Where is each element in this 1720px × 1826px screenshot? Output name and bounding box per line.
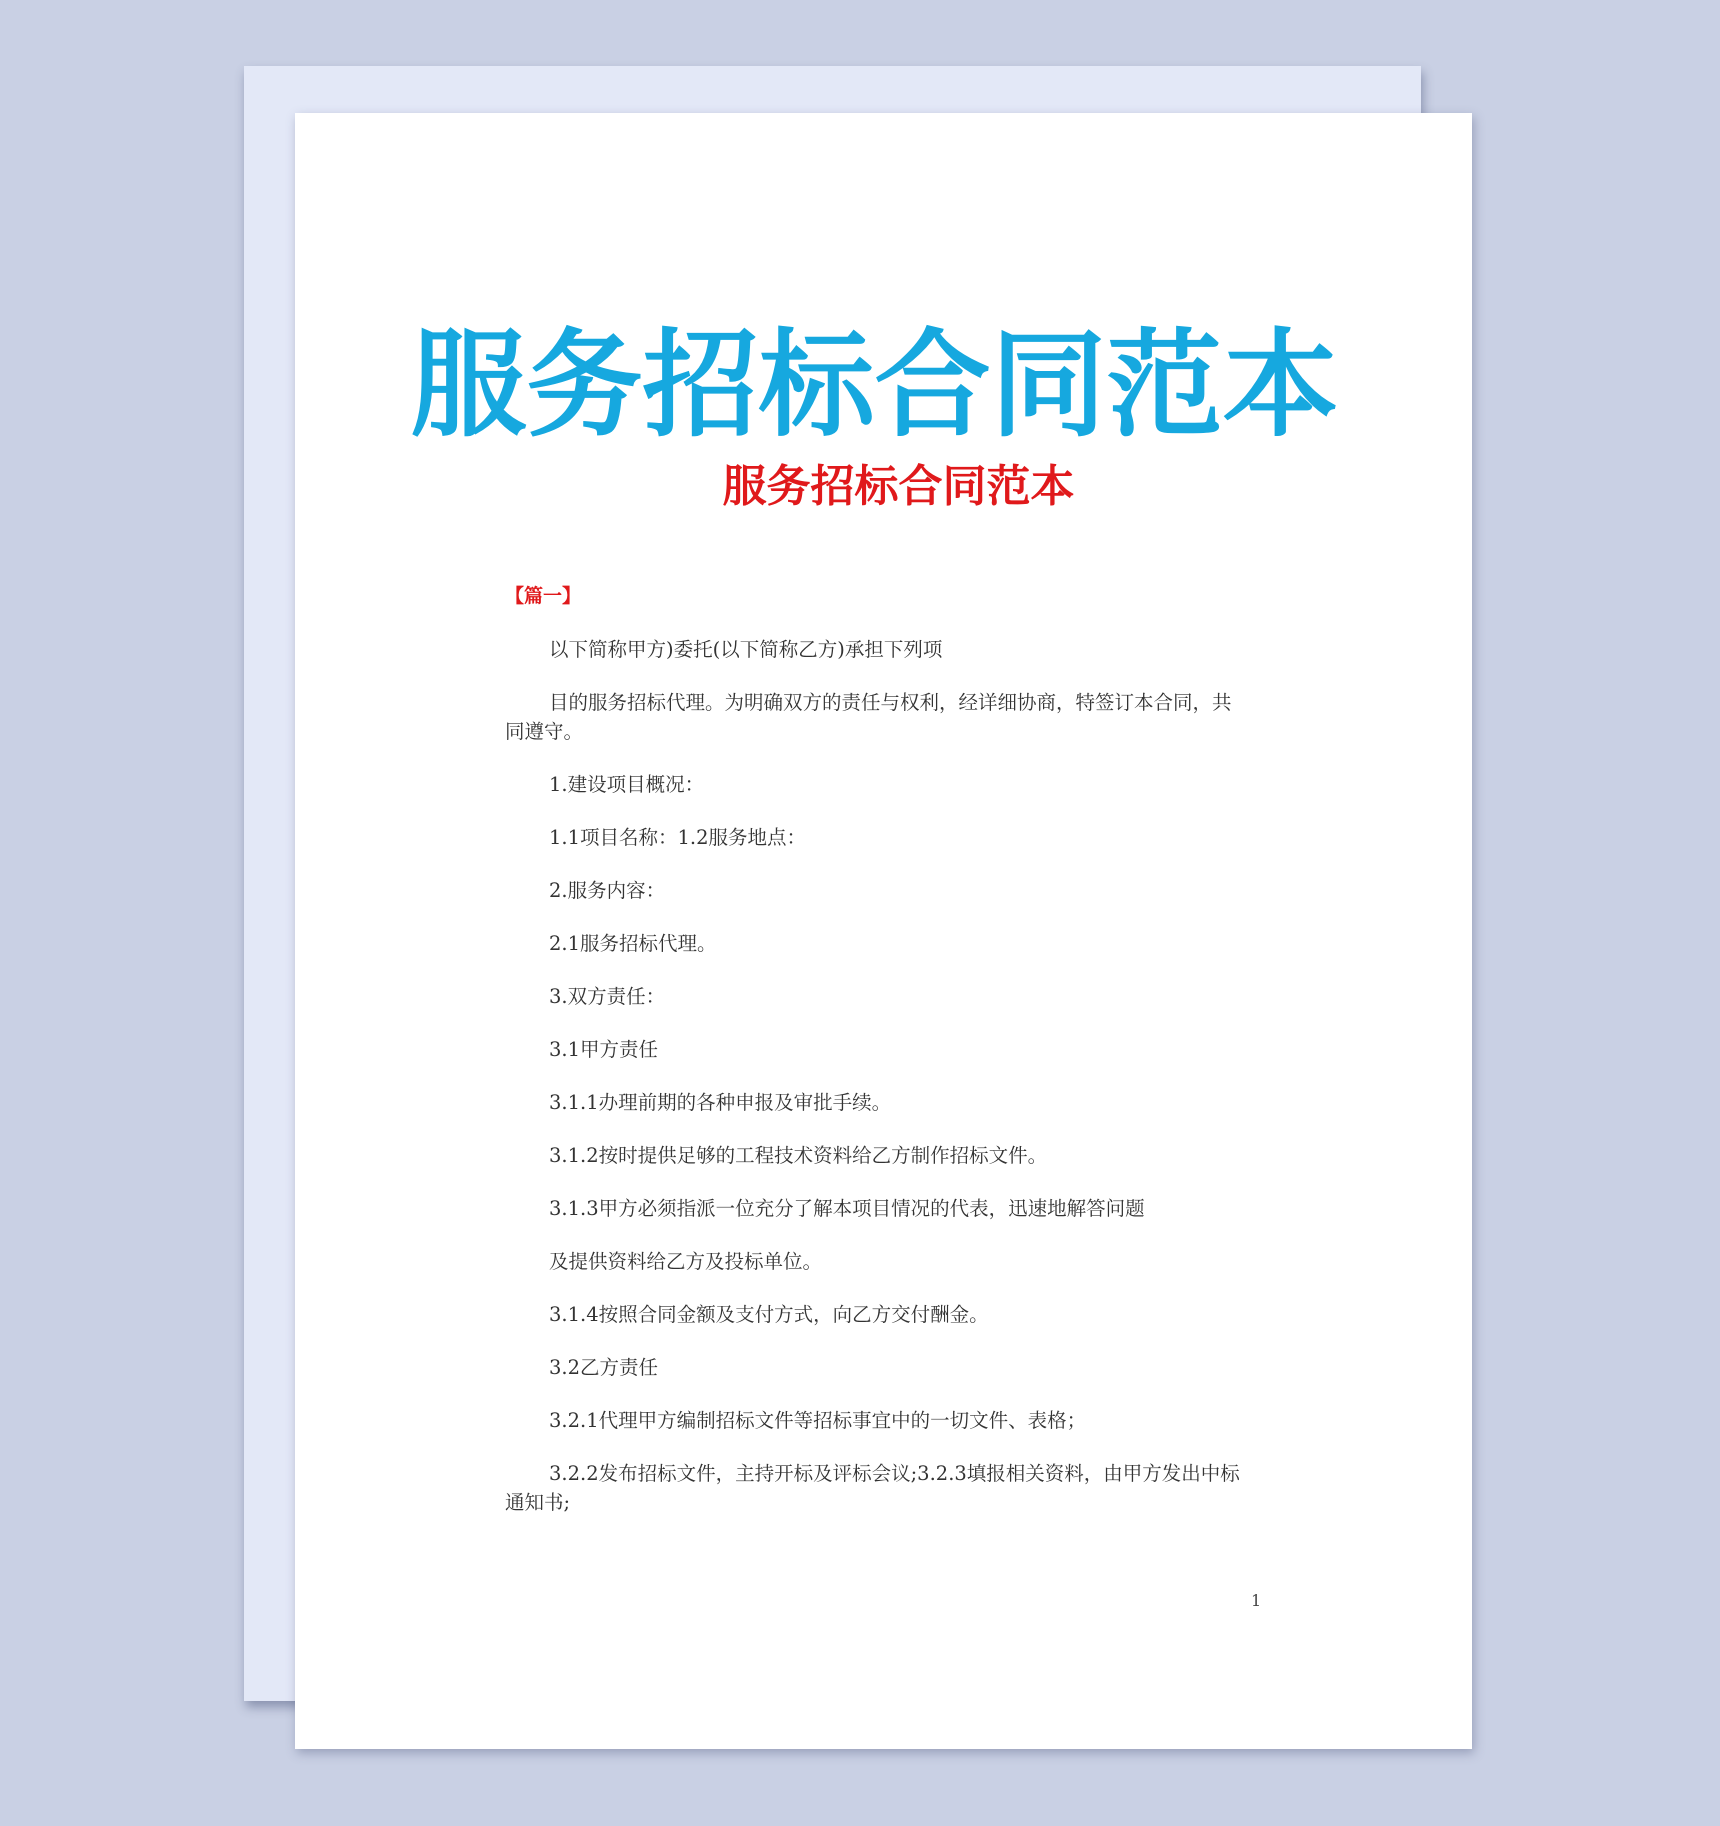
paragraph: 2.服务内容： (549, 879, 666, 902)
paragraph: 2.1服务招标代理。 (549, 932, 717, 955)
main-title: 服务招标合同范本 (410, 318, 1339, 453)
paragraph: 3.1.2按时提供足够的工程技术资料给乙方制作招标文件。 (549, 1144, 1048, 1167)
paragraph: 1.建设项目概况： (549, 773, 705, 796)
paragraph: 及提供资料给乙方及投标单位。 (549, 1250, 823, 1273)
paragraph: 3.1.1办理前期的各种申报及审批手续。 (549, 1091, 892, 1114)
document-body (505, 635, 1247, 1541)
paragraph: 3.2.2发布招标文件，主持开标及评标会议;3.2.3填报相关资料，由甲方发出中标通知书; (505, 1462, 1240, 1514)
document-page (295, 113, 1472, 1749)
paragraph: 3.双方责任： (549, 985, 666, 1008)
paragraph: 3.2.1代理甲方编制招标文件等招标事宜中的一切文件、表格； (549, 1409, 1087, 1432)
section-label: 【篇一】 (505, 585, 582, 607)
paragraph: 1.1项目名称：1.2服务地点： (549, 826, 807, 849)
paragraph: 3.1.4按照合同金额及支付方式，向乙方交付酬金。 (549, 1303, 989, 1326)
paragraph: 3.1.3甲方必须指派一位充分了解本项目情况的代表，迅速地解答问题 (549, 1197, 1145, 1220)
subtitle: 服务招标合同范本 (722, 461, 1075, 512)
page-number: 1 (1251, 1591, 1262, 1610)
paragraph: 目的服务招标代理。为明确双方的责任与权利，经详细协商，特签订本合同，共同遵守。 (505, 691, 1232, 743)
paragraph: 以下简称甲方)委托(以下简称乙方)承担下列项 (549, 638, 943, 661)
paragraph: 3.1甲方责任 (549, 1038, 659, 1061)
paragraph: 3.2乙方责任 (549, 1356, 659, 1379)
